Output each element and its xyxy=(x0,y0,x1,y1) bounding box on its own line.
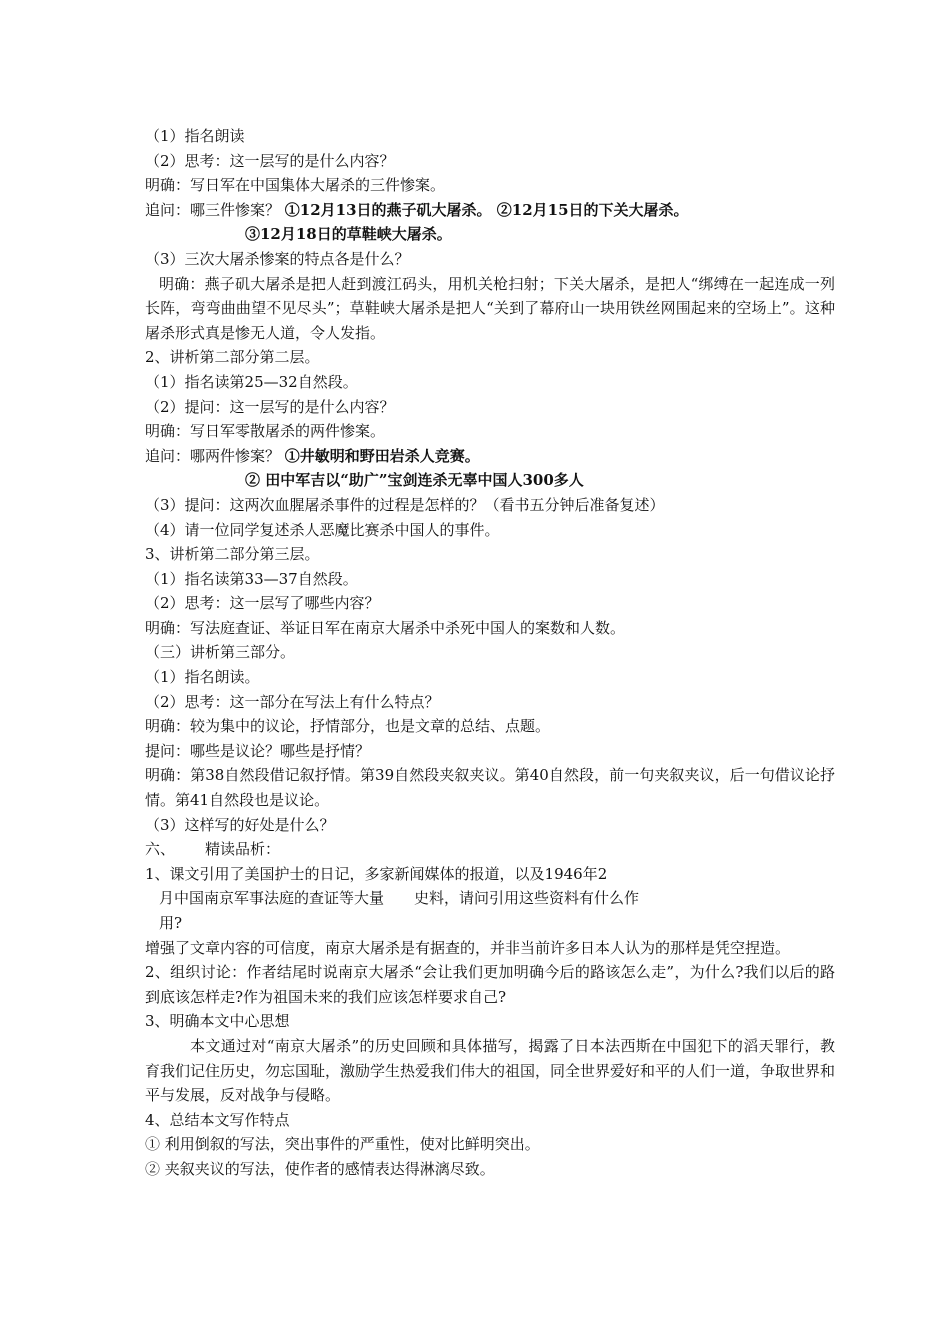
section-heading: 3、明确本文中心思想 xyxy=(145,1012,290,1031)
text-line: 明确：较为集中的议论，抒情部分，也是文章的总结、点题。 xyxy=(145,717,551,736)
text-line: 明确：写日军零散屠杀的两件惨案。 xyxy=(145,422,386,441)
bold-answer: ② 田中军吉以“助广”宝剑连杀无辜中国人300多人 xyxy=(245,471,584,490)
text-line: （1）指名读第25—32自然段。 xyxy=(145,372,358,391)
bold-answer: ③12月18日的草鞋峡大屠杀。 xyxy=(245,225,452,244)
bold-answer: ①12月13日的燕子矶大屠杀。 ②12月15日的下关大屠杀。 xyxy=(284,200,689,219)
section-heading xyxy=(145,837,835,862)
text-line: 提问：哪些是议论？哪些是抒情？ xyxy=(145,741,371,760)
paragraph: 2、组织讨论：作者结尾时说南京大屠杀“会让我们更加明确今后的路该怎么走”，为什么?我们以后的路到底该怎样走?作为祖国未来的我们应该怎样要求自己? xyxy=(145,963,835,1006)
text-line: 明确：写日军在中国集体大屠杀的三件惨案。 xyxy=(145,176,446,195)
paragraph: 明确：第38自然段借记叙抒情。第39自然段夹叙夹议。第40自然段，前一句夹叙夹议，后一句借议论抒情。第41自然段也是议论。 xyxy=(145,766,835,810)
text-line xyxy=(145,198,835,223)
text-line: （2）思考：这一层写的是什么内容？ xyxy=(145,151,395,170)
text-line: （4）请一位同学复述杀人恶魔比赛杀中国人的事件。 xyxy=(145,520,500,539)
section-heading: 4、总结本文写作特点 xyxy=(145,1110,290,1129)
question-label: 追问：哪三件惨案？ xyxy=(145,200,285,219)
paragraph: 本文通过对“南京大屠杀”的历史回顾和具体描写，揭露了日本法西斯在中国犯下的滔天罪行，教育我们记住历史，勿忘国耻，激励学生热爱我们伟大的祖国，同全世界爱好和平的人们一道，争取世界和平与发展，反对战争与侵略。 xyxy=(145,1036,836,1105)
text-line: （2）思考：这一层写了哪些内容？ xyxy=(145,594,380,613)
text-line: 月中国南京军事法庭的查证等大量 史料，请问引用这些资料有什么作 xyxy=(159,889,640,908)
text-line: （1）指名朗读。 xyxy=(145,668,260,687)
text-line: 用? xyxy=(159,914,183,932)
text-line: （3）三次大屠杀惨案的特点各是什么？ xyxy=(145,249,410,268)
text-line: （3）这样写的好处是什么？ xyxy=(145,815,335,834)
text-line: （1）指名朗读 xyxy=(145,127,245,145)
text-line: （3）提问：这两次血腥屠杀事件的过程是怎样的？（看书五分钟后准备复述） xyxy=(145,495,665,514)
document-body xyxy=(145,124,835,1182)
paragraph: 增强了文章内容的可信度，南京大屠杀是有据查的，并非当前许多日本人认为的那样是凭空捏造。 xyxy=(145,938,791,957)
list-item: ① 利用倒叙的写法，突出事件的严重性，使对比鲜明突出。 xyxy=(145,1135,540,1154)
text-line: （1）指名读第33—37自然段。 xyxy=(145,569,358,588)
section-heading: 3、讲析第二部分第三层。 xyxy=(145,545,320,564)
text-line: （2）思考：这一部分在写法上有什么特点？ xyxy=(145,692,440,711)
section-heading: 2、讲析第二部分第二层。 xyxy=(145,348,320,367)
section-heading: （三）讲析第三部分。 xyxy=(145,643,296,662)
section-number: 六、 xyxy=(145,840,176,859)
question-label: 追问：哪两件惨案？ xyxy=(145,446,285,465)
text-line: 明确：写法庭查证、举证日军在南京大屠杀中杀死中国人的案数和人数。 xyxy=(145,618,626,637)
bold-answer: ①井敏明和野田岩杀人竞赛。 xyxy=(284,446,480,465)
text-line xyxy=(145,444,835,469)
text-line: 1、课文引用了美国护士的日记，多家新闻媒体的报道，以及1946年2 xyxy=(145,864,608,883)
list-item: ② 夹叙夹议的写法，使作者的感情表达得淋漓尽致。 xyxy=(145,1159,495,1178)
paragraph: 明确：燕子矶大屠杀是把人赶到渡江码头，用机关枪扫射；下关大屠杀，是把人“绑缚在一起连成一列长阵，弯弯曲曲望不见尽头”；草鞋峡大屠杀是把人“关到了幕府山一块用铁丝网围起来的空场上”。这种屠杀形式真是惨无人道，令人发指。 xyxy=(145,274,835,342)
section-title: 精读品析： xyxy=(205,840,281,859)
text-line: （2）提问：这一层写的是什么内容？ xyxy=(145,397,395,416)
